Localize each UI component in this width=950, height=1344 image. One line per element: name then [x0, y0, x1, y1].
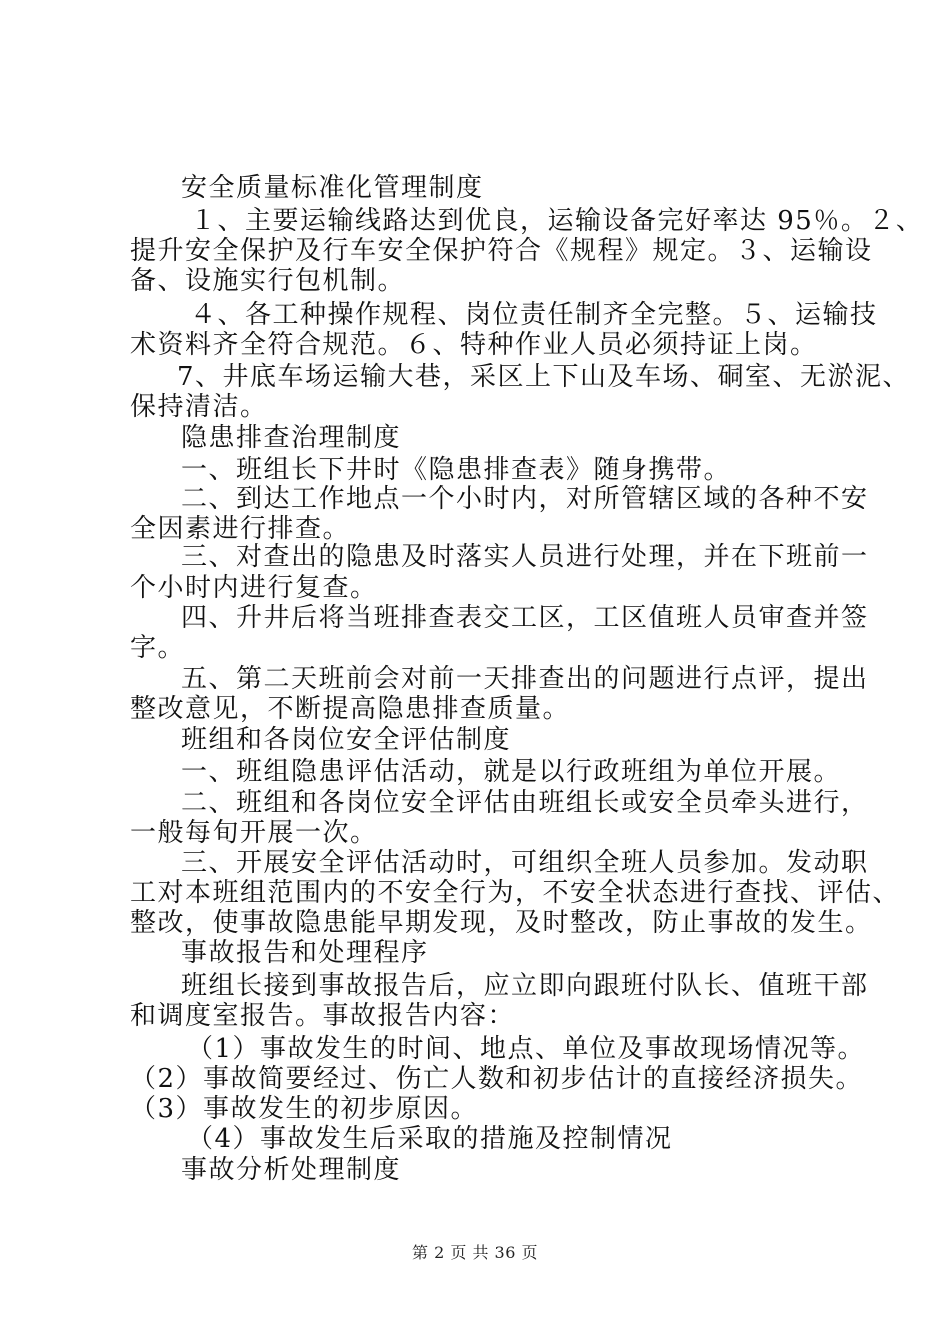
paragraph-line: 班组长接到事故报告后，应立即向跟班付队长、值班干部: [181, 971, 869, 1001]
paragraph-line: 一、班组隐患评估活动，就是以行政班组为单位开展。: [181, 757, 842, 787]
section-heading: 隐患排查治理制度: [181, 423, 402, 453]
paragraph-line: 整改，使事故隐患能早期发现，及时整改，防止事故的发生。: [130, 908, 873, 938]
paragraph-line: 备、设施实行包机制。: [130, 266, 406, 296]
paragraph-line: 工对本班组范围内的不安全行为，不安全状态进行查找、评估、: [130, 878, 901, 908]
section-heading: 班组和各岗位安全评估制度: [181, 725, 512, 755]
paragraph-line: 术资料齐全符合规范。６、特种作业人员必须持证上岗。: [130, 330, 818, 360]
paragraph-line: 三、对查出的隐患及时落实人员进行处理，并在下班前一: [181, 542, 869, 572]
section-heading: 安全质量标准化管理制度: [181, 173, 484, 203]
paragraph-line: 整改意见，不断提高隐患排查质量。: [130, 694, 571, 724]
paragraph-line: 三、开展安全评估活动时，可组织全班人员参加。发动职: [181, 848, 869, 878]
section-heading: 事故报告和处理程序: [181, 938, 429, 968]
section-heading: 事故分析处理制度: [181, 1155, 402, 1185]
page-number-footer: 第 2 页 共 36 页: [412, 1243, 538, 1262]
paragraph-line: 一、班组长下井时《隐患排查表》随身携带。: [181, 455, 732, 485]
list-item: （1）事故发生的时间、地点、单位及事故现场情况等。: [187, 1034, 866, 1064]
paragraph-line: 五、第二天班前会对前一天排查出的问题进行点评，提出: [181, 664, 869, 694]
paragraph-line: 和调度室报告。事故报告内容：: [130, 1001, 516, 1031]
paragraph-line: 字。: [130, 633, 186, 663]
paragraph-line: 全因素进行排查。: [130, 514, 351, 544]
paragraph-line: ４、各工种操作规程、岗位责任制齐全完整。５、运输技: [190, 300, 878, 330]
paragraph-line: １、主要运输线路达到优良，运输设备完好率达 95％。２、: [190, 206, 924, 236]
paragraph-line: 保持清洁。: [130, 392, 268, 422]
paragraph-line: 7、井底车场运输大巷，采区上下山及车场、硐室、无淤泥、: [177, 362, 911, 392]
list-item: （2）事故简要经过、伤亡人数和初步估计的直接经济损失。: [130, 1064, 864, 1094]
paragraph-line: 四、升井后将当班排查表交工区，工区值班人员审查并签: [181, 603, 869, 633]
paragraph-line: 二、班组和各岗位安全评估由班组长或安全员牵头进行，: [181, 788, 869, 818]
paragraph-line: 个小时内进行复查。: [130, 573, 378, 603]
list-item: （4）事故发生后采取的措施及控制情况: [187, 1124, 673, 1154]
paragraph-line: 一般每旬开展一次。: [130, 818, 378, 848]
paragraph-line: 二、到达工作地点一个小时内，对所管辖区域的各种不安: [181, 484, 869, 514]
paragraph-line: 提升安全保护及行车安全保护符合《规程》规定。３、运输设: [130, 236, 873, 266]
list-item: （3）事故发生的初步原因。: [130, 1094, 479, 1124]
